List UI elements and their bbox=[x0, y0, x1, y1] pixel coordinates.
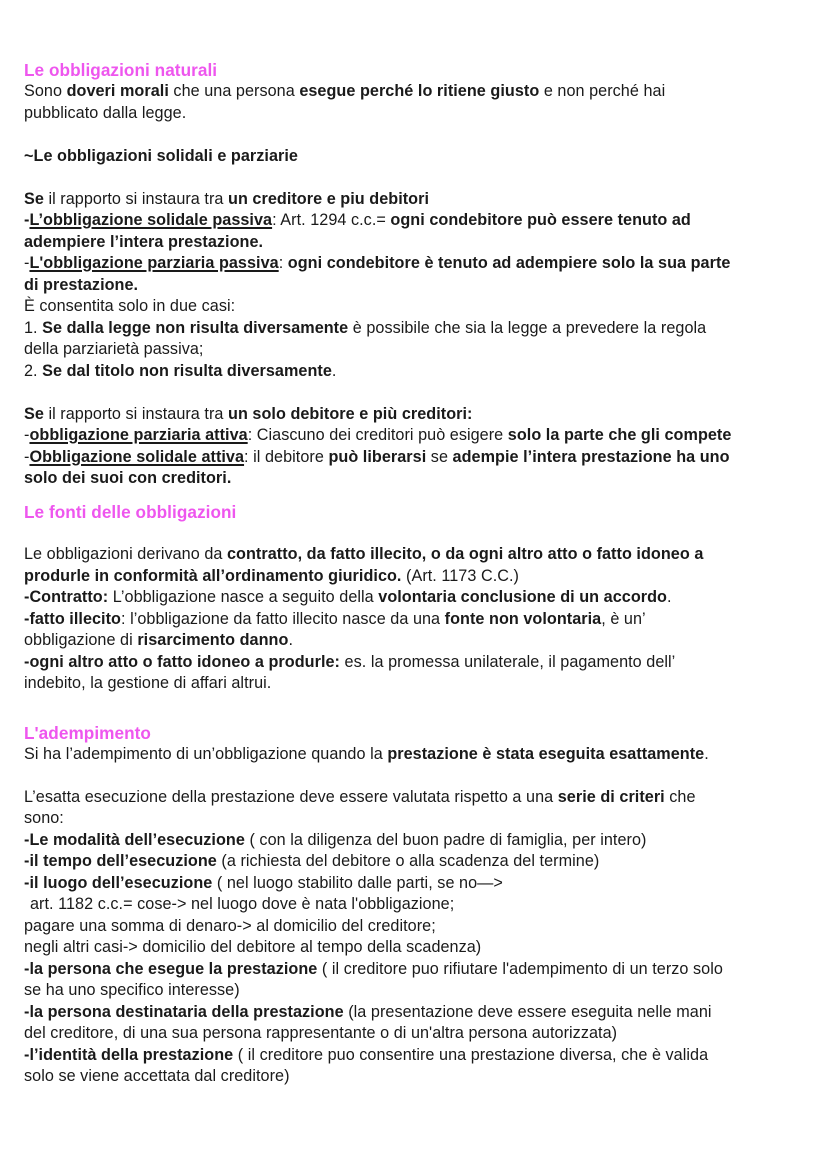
text-line: -fatto illecito: l’obbligazione da fatto illecito nasce da una fonte non volontaria, è un’ bbox=[24, 609, 646, 628]
text-line: -Contratto: L’obbligazione nasce a seguito della volontaria conclusione di un accordo. bbox=[24, 588, 672, 606]
text-line: -ogni altro atto o fatto idoneo a produrle: es. la promessa unilaterale, il pagamento dell’ bbox=[24, 652, 676, 671]
document-page bbox=[24, 59, 814, 1088]
text-line: È consentita solo in due casi: bbox=[24, 297, 236, 315]
text-line: del creditore, di una sua persona rappresentante o di un'altra persona autorizzata) bbox=[24, 1024, 618, 1042]
text-line: pubblicato dalla legge. bbox=[24, 103, 187, 122]
heading-obbligazioni-naturali: Le obbligazioni naturali bbox=[24, 60, 218, 80]
list-item: -la persona destinataria della prestazione (la presentazione deve essere eseguita nelle mani bbox=[24, 1002, 712, 1021]
text-line: -L'obbligazione parziaria passiva: ogni condebitore è tenuto ad adempiere solo la sua parte bbox=[24, 254, 731, 272]
list-item: -l’identità della prestazione ( il creditore puo consentire una prestazione diversa, che è valida bbox=[24, 1045, 709, 1064]
text-line: L’esatta esecuzione della prestazione deve essere valutata rispetto a una serie di criteri che bbox=[24, 787, 696, 806]
list-item: -Le modalità dell’esecuzione ( con la diligenza del buon padre di famiglia, per intero) bbox=[24, 830, 647, 849]
text-line: Le obbligazioni derivano da contratto, da fatto illecito, o da ogni altro atto o fatto idoneo a bbox=[24, 545, 704, 563]
text-line: -Obbligazione solidale attiva: il debitore può liberarsi se adempie l’intera prestazione ha uno bbox=[24, 447, 730, 466]
heading-fonti-obbligazioni: Le fonti delle obbligazioni bbox=[24, 501, 237, 522]
list-item: 2. Se dal titolo non risulta diversamente. bbox=[24, 361, 337, 380]
list-item: -la persona che esegue la prestazione ( il creditore puo rifiutare l'adempimento di un terzo solo bbox=[24, 959, 723, 978]
text-line: Sono doveri morali che una persona esegue perché lo ritiene giusto e non perché hai bbox=[24, 82, 666, 100]
list-item: -il tempo dell’esecuzione (a richiesta del debitore o alla scadenza del termine) bbox=[24, 852, 600, 870]
text-line: sono: bbox=[24, 809, 64, 827]
text-line: produrle in conformità all’ordinamento giuridico. (Art. 1173 C.C.) bbox=[24, 566, 519, 585]
text-line: solo dei suoi con creditori. bbox=[24, 469, 232, 487]
text-line: -L’obbligazione solidale passiva: Art. 1294 c.c.= ogni condebitore può essere tenuto ad bbox=[24, 211, 691, 229]
text-line: solo se viene accettata dal creditore) bbox=[24, 1067, 290, 1085]
text-line: della parziarietà passiva; bbox=[24, 340, 204, 358]
text-line: art. 1182 c.c.= cose-> nel luogo dove è nata l'obbligazione; bbox=[30, 895, 455, 913]
text-line: obbligazione di risarcimento danno. bbox=[24, 631, 293, 649]
text-line: negli altri casi-> domicilio del debitore al tempo della scadenza) bbox=[24, 938, 482, 956]
text-line: di prestazione. bbox=[24, 275, 139, 294]
heading-adempimento: L'adempimento bbox=[24, 722, 151, 743]
text-line: pagare una somma di denaro-> al domicilio del creditore; bbox=[24, 916, 436, 935]
list-item: -il luogo dell’esecuzione ( nel luogo stabilito dalle parti, se no—> bbox=[24, 873, 503, 892]
list-item: 1. Se dalla legge non risulta diversamente è possibile che sia la legge a prevedere la regola bbox=[24, 318, 707, 337]
text-line: Se il rapporto si instaura tra un solo debitore e più creditori: bbox=[24, 404, 473, 423]
heading-obbligazioni-solidali: ~Le obbligazioni solidali e parziarie bbox=[24, 146, 298, 165]
text-line: Se il rapporto si instaura tra un creditore e piu debitori bbox=[24, 189, 430, 208]
text-line: Si ha l’adempimento di un’obbligazione quando la prestazione è stata eseguita esattamente. bbox=[24, 744, 709, 763]
text-line: indebito, la gestione di affari altrui. bbox=[24, 674, 272, 692]
text-line: adempiere l’intera prestazione. bbox=[24, 232, 264, 251]
text-line: -obbligazione parziaria attiva: Ciascuno dei creditori può esigere solo la parte che gli compete bbox=[24, 426, 732, 444]
text-line: se ha uno specifico interesse) bbox=[24, 981, 240, 999]
